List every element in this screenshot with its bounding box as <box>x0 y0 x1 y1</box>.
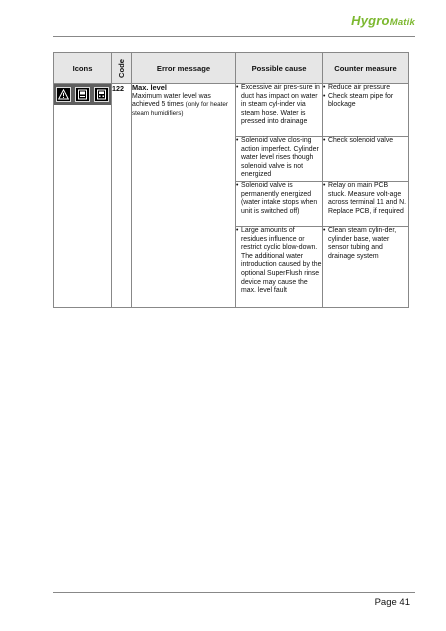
error-note: (only for heater steam humidifiers) <box>132 101 228 117</box>
table-row <box>54 84 409 137</box>
measure-1a: • Reduce air pressure <box>323 84 408 93</box>
cause-2: • Solenoid valve clos-ing action imperfect. Cylinder water level rises though solenoid valve is not energized <box>236 137 322 180</box>
header-icons: Icons <box>54 53 112 84</box>
measure-cell-1 <box>323 84 409 137</box>
cause-1: • Excessive air pres-sure in duct has impact on water in steam cyl-inder via steam hose. Water is pressed into drainage <box>236 84 322 127</box>
table-header-row <box>54 53 409 84</box>
error-table <box>53 52 409 308</box>
cause-cell-3 <box>236 182 323 227</box>
measure-1b: • Check steam pipe for blockage <box>323 93 408 110</box>
header-rule <box>53 36 415 37</box>
footer-rule <box>53 592 415 593</box>
page-number: Page 41 <box>374 597 410 608</box>
error-message-cell <box>132 84 236 308</box>
cause-cell-4 <box>236 227 323 308</box>
logo-text-main: Hygro <box>351 13 390 28</box>
logo-text-rest: Matik <box>389 17 415 28</box>
measure-cell-3 <box>323 182 409 227</box>
error-description-text: Maximum water level was achieved 5 times <box>132 92 211 109</box>
error-description <box>132 93 235 119</box>
measure-2: • Check solenoid valve <box>323 137 408 146</box>
cause-4: • Large amounts of residues influence or restrict cyclic blow-down. The additional water introduction caused by the optional SuperFlush rinse device may cause the max. level fault <box>236 227 322 296</box>
error-code: 122 <box>112 84 132 308</box>
icons-cell <box>54 84 112 308</box>
measure-cell-2 <box>323 137 409 182</box>
header-possible-cause: Possible cause <box>236 53 323 84</box>
header-code-label: Code <box>116 58 126 78</box>
panel-icon <box>94 87 109 102</box>
display-icon <box>75 87 90 102</box>
measure-cell-4 <box>323 227 409 308</box>
warning-icon <box>56 87 71 102</box>
header-code <box>112 53 132 84</box>
hygromatik-logo <box>351 13 415 29</box>
error-title: Max. level <box>132 83 167 92</box>
cause-3: • Solenoid valve is permanently energized (water intake stops when unit is switched off) <box>236 182 322 216</box>
cause-cell-2 <box>236 137 323 182</box>
header-counter-measure: Counter measure <box>323 53 409 84</box>
cause-cell-1 <box>236 84 323 137</box>
header-error-message: Error message <box>132 53 236 84</box>
measure-3: • Relay on main PCB stuck. Measure volt-age across terminal 11 and N. Replace PCB, if required <box>323 182 408 216</box>
measure-4: • Clean steam cylin-der, cylinder base, water sensor tubing and drainage system <box>323 227 408 261</box>
